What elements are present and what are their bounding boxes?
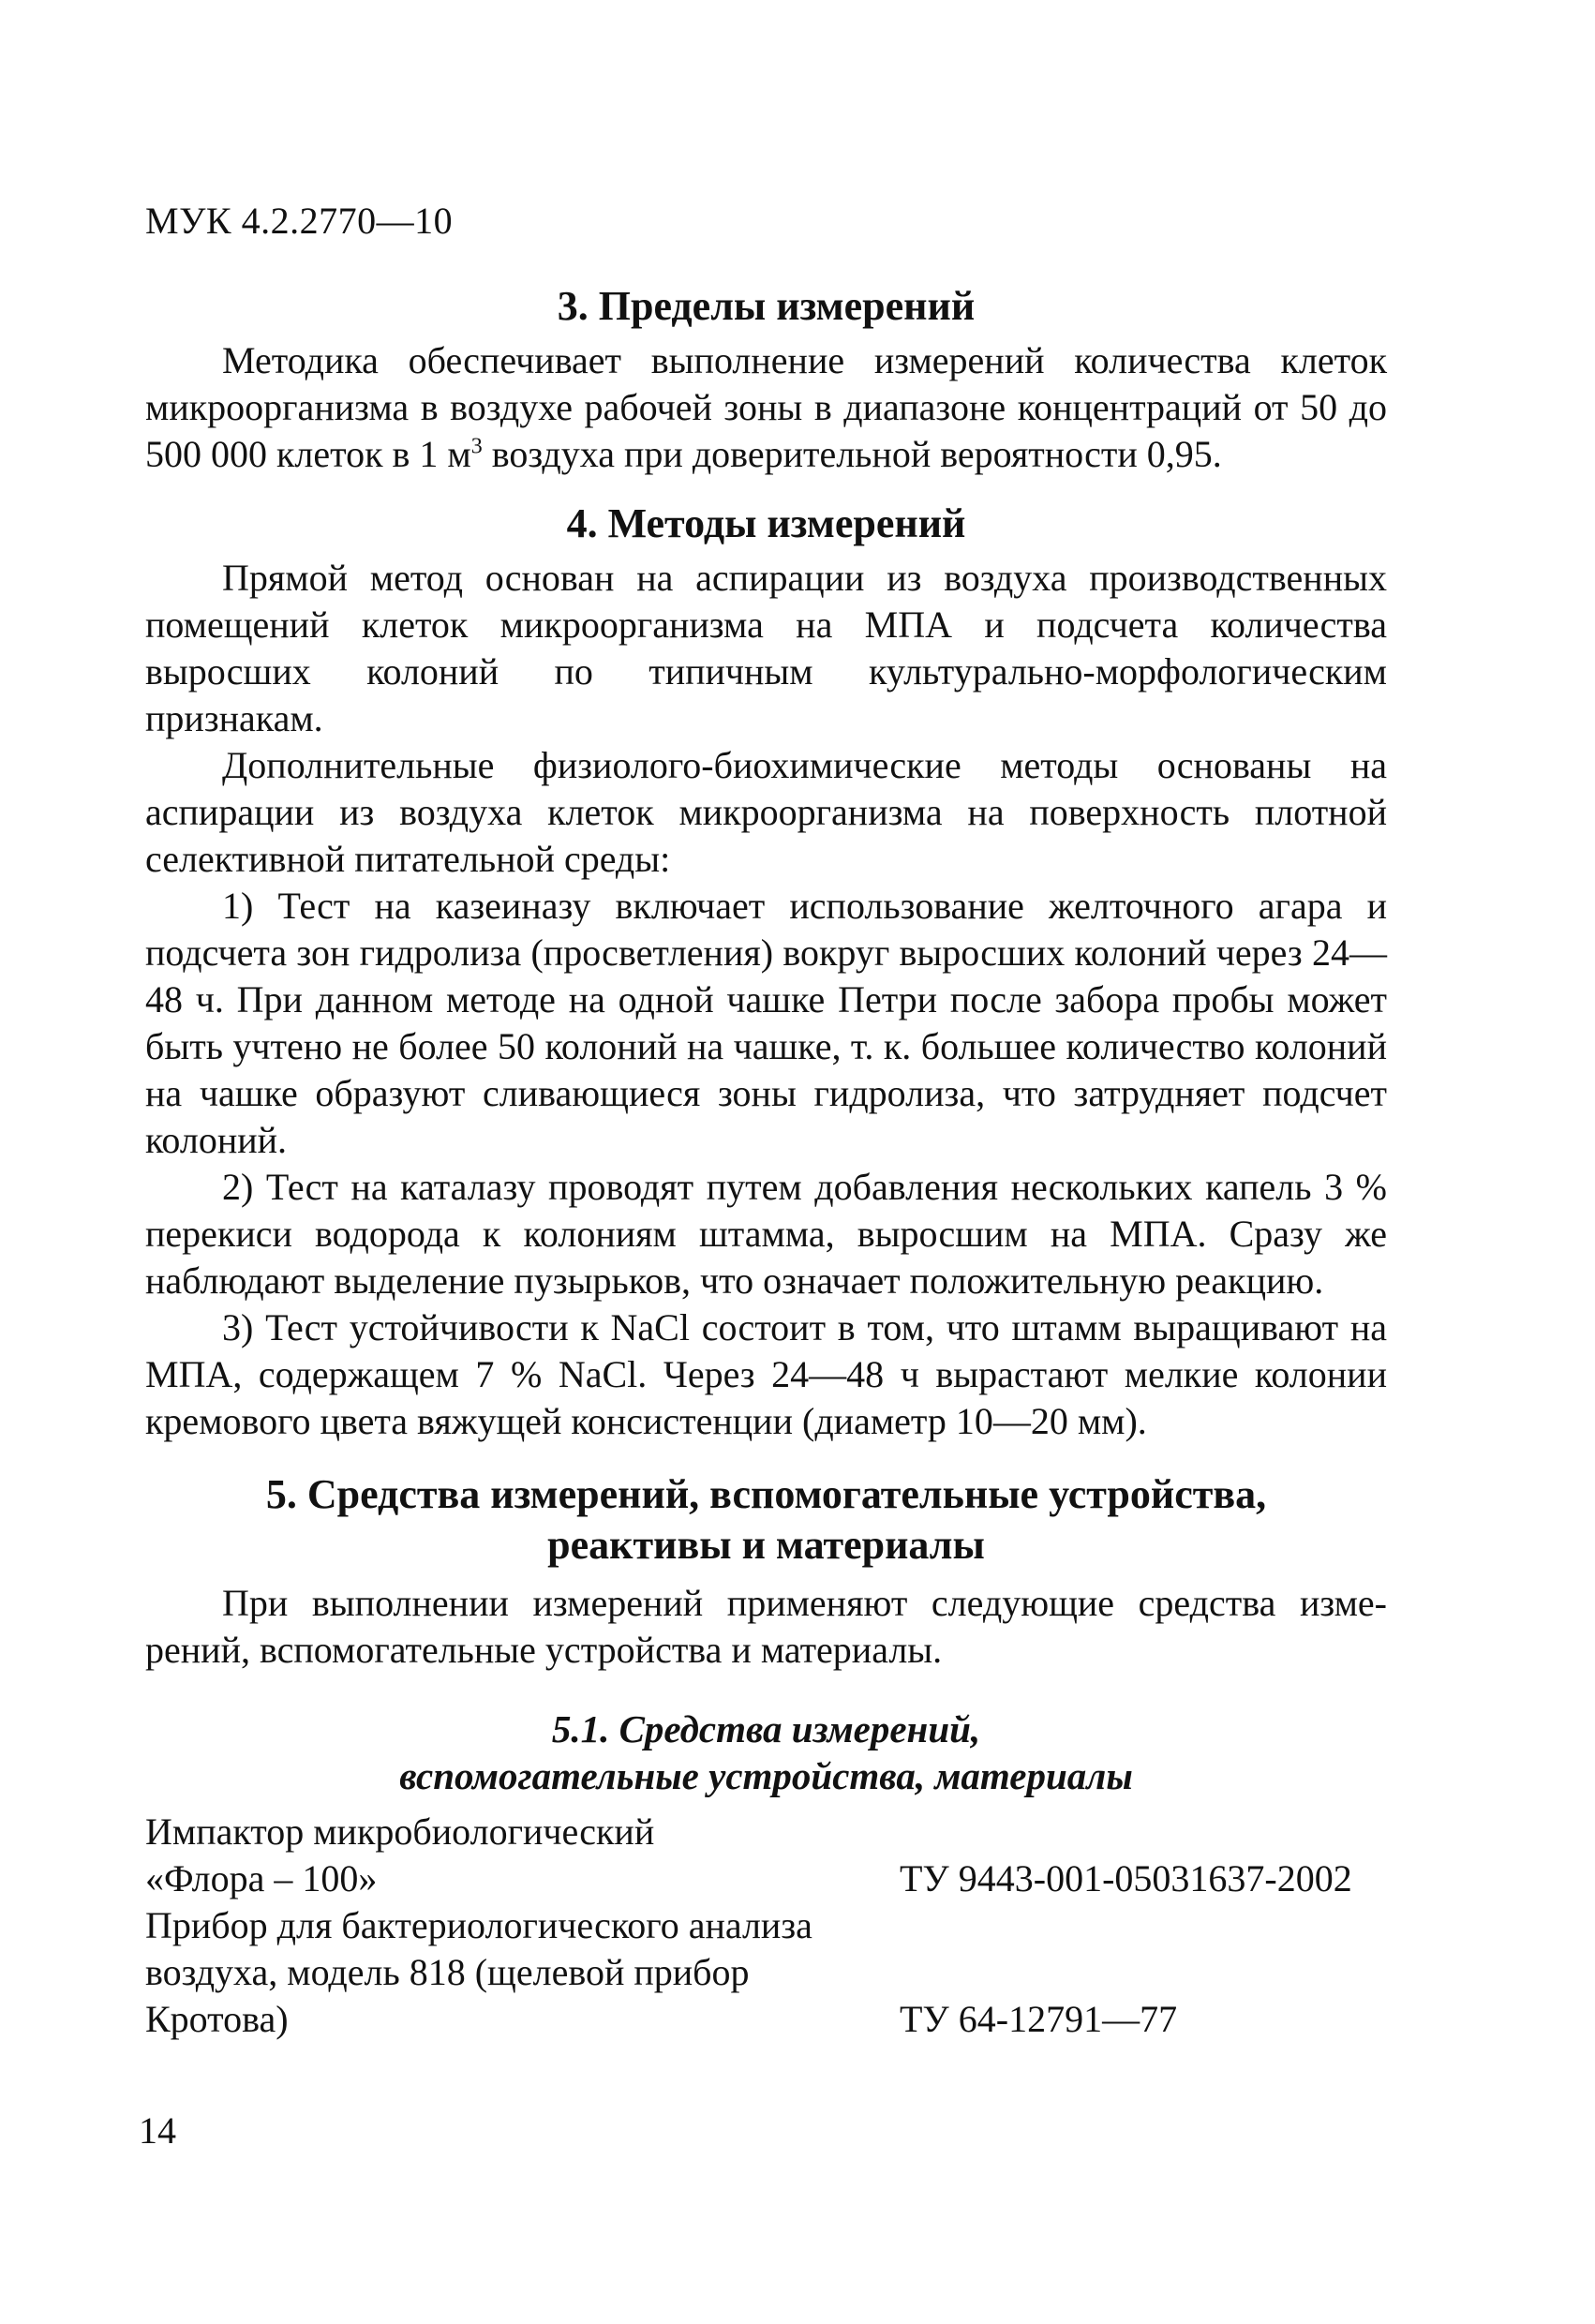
equipment-standard: ТУ 64-12791—77 — [900, 1998, 1178, 2040]
section-5-title-line-1: 5. Средства измерений, вспомогательные устройства, — [265, 1471, 1267, 1517]
section-4-test-casein: 1) Тест на казеиназу включает использование желточного агара и подсчета зон гидролиза (просветления) вокруг выросших колоний через 24—48 ч. При данном методе на одной чашке Петри после забора пробы может быть учтено не более 50 колоний на чашке, т. к. большее количество колоний на чашке образуют сливающиеся зоны гидролиза, что затрудняет подсчет колоний. — [145, 885, 1387, 1161]
section-3-paragraph — [145, 337, 1387, 478]
page-content — [145, 281, 1387, 2043]
equipment-name-line: Прибор для бактериологического анализа — [145, 1904, 812, 1946]
running-head: МУК 4.2.2770—10 — [145, 200, 454, 242]
equipment-name-line: Кротова) — [145, 1998, 289, 2040]
subsection-5-1-title — [145, 1706, 1387, 1799]
subsection-5-1-title-line-2: вспомогательные устройства, материалы — [399, 1754, 1133, 1797]
equipment-name-line: «Флора – 100» — [145, 1857, 378, 1899]
section-5-paragraph: При выполнении измерений применяют следующие средства измерений, вспомогательные устройства и материалы. — [145, 1582, 1387, 1671]
section-4-test-catalase: 2) Тест на каталазу проводят путем добавления нескольких капель 3 % перекиси водорода к колониям штамма, выросшим на МПА. Сразу же наблюдают выделение пузырьков, что означает положительную реакцию. — [145, 1166, 1387, 1302]
section-3-title: 3. Пределы измерений — [557, 283, 976, 329]
section-3-text-b: воздуха при доверительной вероятности 0,95. — [482, 433, 1222, 475]
equipment-name-line: воздуха, модель 818 (щелевой прибор — [145, 1951, 750, 1993]
subsection-5-1-title-line-1: 5.1. Средства измерений, — [551, 1707, 981, 1750]
section-4-paragraph-1: Прямой метод основан на аспирации из воздуха производственных помещений клеток микроорганизма на МПА и подсчета количества выросших колоний по типичным культурально-морфологическим признакам. — [145, 557, 1387, 739]
equipment-item — [145, 1809, 1387, 1902]
equipment-name — [145, 1809, 857, 1902]
equipment-name — [145, 1902, 857, 2043]
superscript-cubic: 3 — [470, 434, 483, 459]
section-4-test-nacl: 3) Тест устойчивости к NaCl состоит в том, что штамм выращивают на МПА, содержащем 7 % NaCl. Через 24—48 ч вырастают мелкие колонии кремового цвета вяжущей консистенции (диаметр 10—20 мм). — [145, 1306, 1387, 1442]
section-5-title-line-2: реактивы и материалы — [547, 1522, 985, 1568]
section-4-title: 4. Методы измерений — [566, 500, 966, 546]
section-3-text-a: Методика обеспечивает выполнение измерений количества клеток микроорганизма в воздухе рабочей зоны в диапазоне концентраций от 50 до 500 000 клеток в 1 м — [145, 339, 1387, 475]
equipment-standard: ТУ 9443-001-05031637-2002 — [900, 1857, 1352, 1899]
page-number: 14 — [139, 2109, 176, 2152]
section-5-title — [145, 1469, 1387, 1571]
equipment-item — [145, 1902, 1387, 2043]
equipment-list — [145, 1809, 1387, 2043]
equipment-name-line: Импактор микробиологический — [145, 1810, 655, 1853]
section-4-paragraph-2: Дополнительные физиолого-биохимические методы основаны на аспирации из воздуха клеток микроорганизма на поверхность плотной селективной питательной среды: — [145, 744, 1387, 880]
